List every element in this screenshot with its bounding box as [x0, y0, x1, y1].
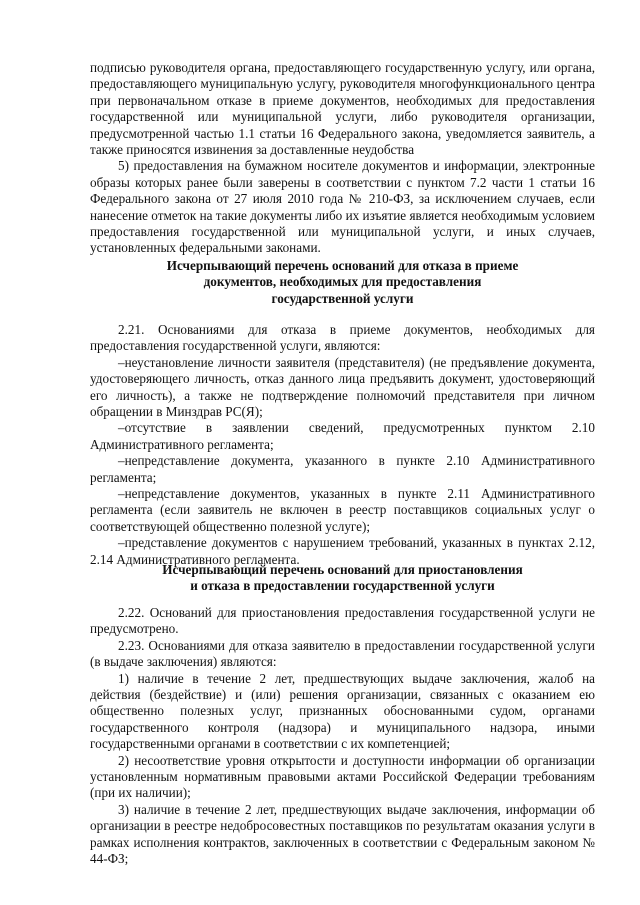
- section-1-heading-line-2: документов, необходимых для предоставления: [203, 274, 482, 290]
- item-5-paragraph: 5) предоставления на бумажном носителе документов и информации, электронные образы которых ранее были заверены в соответствии с пунктом 7.2 части 1 статьи 16 Федерального закона от 27 июля 2010 года № 210-ФЗ, за исключением случаев, если нанесение отметок на такие документы либо их изъятие является необходимым условием предоставления государственной или муниципальной услуги, и иных случаев, установленных федеральными законами.: [90, 158, 595, 256]
- intro-block: [90, 60, 595, 257]
- section-1-heading-line-3: государственной услуги: [271, 290, 414, 306]
- list-item: 1) наличие в течение 2 лет, предшествующих выдаче заключения, жалоб на действия (бездействие) и (или) решения организации, связанных с оказанием ею общественно полезных услуг, признанных обоснованными судом, органами государственного контроля (надзора) и муниципального надзора, иными государственными органами в соответствии с их компетенцией;: [90, 670, 595, 752]
- list-item: 2) несоответствие уровня открытости и доступности информации об организации установленным нормативным правовыми актами Российской Федерации требованиям (при их наличии);: [90, 752, 595, 801]
- list-item: –неустановление личности заявителя (представителя) (не предъявление документа, удостоверяющего личность, отказ данного лица предъявить документ, удостоверяющий его личность), а также не подтверждение полномочий представителя при личном обращении в Минздрав РС(Я);: [90, 354, 595, 420]
- section-2-heading: [90, 562, 595, 595]
- list-item: –отсутствие в заявлении сведений, предусмотренных пунктом 2.10 Административного регламента;: [90, 420, 595, 452]
- section-2-heading-line-1: Исчерпывающий перечень оснований для приостановления: [162, 562, 523, 577]
- paragraph-2-21: 2.21. Основаниями для отказа в приеме документов, необходимых для предоставления государственной услуги, являются:: [90, 322, 595, 354]
- continued-paragraph: подписью руководителя органа, предоставляющего государственную услугу, или органа, предоставляющего муниципальную услугу, руководителя многофункционального центра при первоначальном отказе в приеме документов, необходимых для предоставления государственной или муниципальной услуги, либо руководителя организации, предусмотренной частью 1.1 статьи 16 Федерального закона, уведомляется заявитель, а также приносятся извинения за доставленные неудобства: [90, 60, 595, 158]
- section-1-heading-line-1: Исчерпывающий перечень оснований для отказа в приеме: [166, 258, 519, 273]
- paragraph-2-23: 2.23. Основаниями для отказа заявителю в предоставлении государственной услуги (в выдаче заключения) являются:: [90, 637, 595, 670]
- section-2-body: [90, 605, 595, 868]
- list-item: –непредставление документов, указанных в пункте 2.11 Административного регламента (если заявитель не включен в реестр поставщиков социальных услуг о соответствующей общественно полезной услуге);: [90, 486, 595, 534]
- section-1-heading: [90, 258, 595, 307]
- list-item: 3) наличие в течение 2 лет, предшествующих выдаче заключения, информации об организации в реестре недобросовестных поставщиков по результатам оказания услуги в рамках исполнения контрактов, заключенных в соответствии с Федеральным законом № 44-ФЗ;: [90, 801, 595, 867]
- section-1-body: [90, 322, 595, 568]
- list-item: –представление документов с нарушением требований, указанных в пунктах 2.12, 2.14 Административного регламента.: [90, 535, 595, 567]
- section-2-heading-line-2: и отказа в предоставлении государственной услуги: [190, 578, 495, 594]
- paragraph-2-22: 2.22. Оснований для приостановления предоставления государственной услуги не предусмотрено.: [90, 605, 595, 637]
- list-item: –непредставление документа, указанного в пункте 2.10 Административного регламента;: [90, 453, 595, 485]
